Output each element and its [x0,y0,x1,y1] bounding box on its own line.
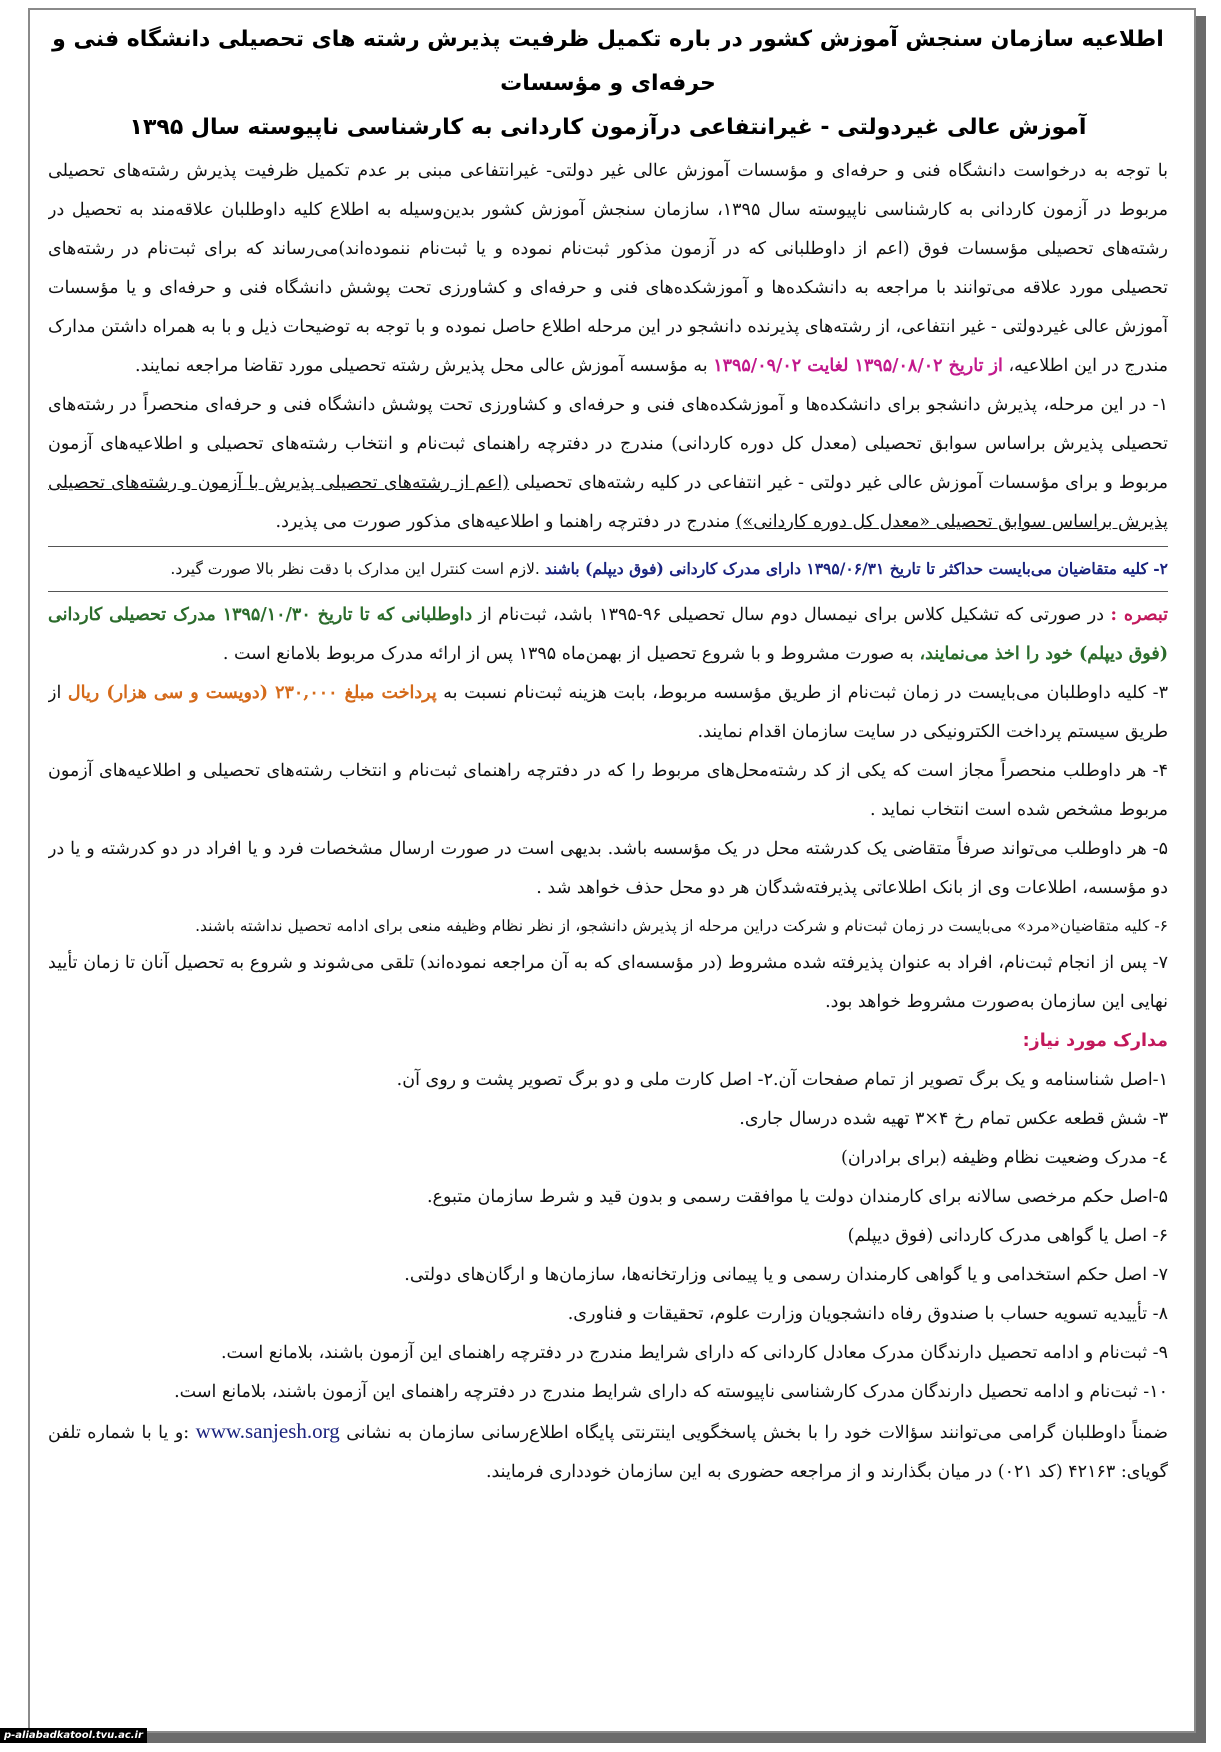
title-line-1: اطلاعیه سازمان سنجش آموزش کشور در باره تکمیل ظرفیت پذیرش رشته های تحصیلی دانشگاه فنی و حرفه‌ای و مؤسسات [52,27,1164,96]
frame-shadow-bottom [36,1733,1206,1743]
document-item-4: ۵-اصل حکم مرخصی سالانه برای کارمندان دولت یا موافقت رسمی و بدون قید و شرط سازمان متبوع. [426,1187,1168,1207]
site-watermark: p-aliabadkatool.tvu.ac.ir [0,1728,147,1743]
item-1-underlined: (اعم از رشته‌های تحصیلی پذیرش با آزمون و رشته‌های تحصیلی پذیرش براساس سوابق تحصیلی «معدل کل دوره کاردانی») [48,473,1168,532]
document-item-8: ۹- ثبت‌نام و ادامه تحصیل دارندگان مدرک معادل کاردانی که دارای شرایط مندرج در دفترچه راهنمای این آزمون باشند، بلامانع است. [220,1343,1168,1363]
announcement-title [48,18,1168,150]
document-item-5: ۶- اصل یا گواهی مدرک کاردانی (فوق دیپلم) [847,1226,1168,1246]
item-5: ۵- هر داوطلب می‌تواند صرفاً متقاضی یک کدرشته محل در یک مؤسسه باشد. بدیهی است در صورت ارسال مشخصات فرد و یا افراد در دو کدرشته و یا در دو مؤسسه، اطلاعات وی از بانک اطلاعاتی پذیرفته‌شدگان هر دو محل حذف خواهد شد . [48,839,1168,898]
item-3 [48,674,1168,752]
document-item-3: ٤- مدرک وضعیت نظام وظیفه (برای برادران) [841,1148,1168,1168]
document-item-2: ۳- شش قطعه عکس تمام رخ ۴×۳ تهیه شده درسال جاری. [739,1109,1168,1129]
document-item-6: ۷- اصل حکم استخدامی و یا گواهی کارمندان رسمی و یا پیمانی وزارتخانه‌ها، سازمان‌ها و ارگان‌های دولتی. [404,1265,1168,1285]
divider-bottom [48,591,1168,592]
note-label: تبصره : [1110,605,1168,625]
note-text-b: به صورت مشروط و با شروع تحصیل از بهمن‌ماه ۱۳۹۵ پس از ارائه مدرک مربوط بلامانع است . [222,644,914,664]
item-4: ۴- هر داوطلب منحصراً مجاز است که یکی از کد رشته‌محل‌های مربوط را که در دفترچه راهنمای ثبت‌نام و انتخاب رشته‌های تحصیلی و اطلاعیه‌های آزمون مربوط مشخص شده است انتخاب نماید . [48,761,1168,820]
intro-text-a: با توجه به درخواست دانشگاه فنی و حرفه‌ای و مؤسسات آموزش عالی غیر دولتی- غیرانتفاعی مبنی بر عدم تکمیل ظرفیت پذیرش رشته‌های تحصیلی مربوط در آزمون کاردانی به کارشناسی ناپیوسته سال ۱۳۹۵، سازمان سنجش آموزش کشور بدین‌وسیله به اطلاع کلیه داوطلبان علاقه‌مند به تحصیل در رشته‌های تحصیلی مؤسسات فوق (اعم از داوطلبانی که در آزمون مذکور ثبت‌نام نموده و یا ثبت‌نام ننموده‌اند)می‌رساند که برای ثبت‌نام در رشته‌های تحصیلی مورد علاقه می‌توانند با مراجعه به دانشکده‌ها و آموزشکده‌های فنی و حرفه‌ای و کشاورزی تحت پوشش دانشگاه فنی و حرفه‌ای و یا مؤسسات آموزش عالی غیردولتی - غیر انتفاعی، از رشته‌های پذیرنده دانشجو در این مرحله اطلاع حاصل نموده و با توجه به توضیحات ذیل و با به همراه داشتن مدارک مندرج در این اطلاعیه، [48,161,1168,376]
note-highlight: داوطلبانی که تا تاریخ ۱۳۹۵/۱۰/۳۰ مدرک تحصیلی کاردانی (فوق دیپلم) خود را اخذ می‌نمایند، [48,605,1168,664]
item-3-text-b: از طریق سیستم پرداخت الکترونیکی در سایت سازمان اقدام نمایند. [48,683,1168,742]
announcement-body [48,18,1168,1718]
intro-paragraph [48,152,1168,386]
item-2-bold: ۲- کلیه متقاضیان می‌بایست حداکثر تا تاریخ ۱۳۹۵/۰۶/۳۱ دارای مدرک کاردانی (فوق دیپلم) باشند [544,559,1168,578]
item-2 [48,551,1168,587]
documents-heading: مدارک مورد نیاز: [1022,1031,1168,1051]
item-1-text-b: مندرج در دفترچه راهنما و اطلاعیه‌های مذکور صورت می پذیرد. [275,512,731,532]
item-3-payment: پرداخت مبلغ ۲۳۰,۰۰۰ (دویست و سی هزار) ریال [67,683,437,703]
item-1 [48,386,1168,542]
intro-text-b: به مؤسسه آموزش عالی محل پذیرش رشته تحصیلی مورد تقاضا مراجعه نمایند. [135,356,708,376]
document-item-1: ۱-اصل شناسنامه و یک برگ تصویر از تمام صفحات آن.۲- اصل کارت ملی و دو برگ تصویر پشت و روی آن. [396,1070,1168,1090]
item-6: ۶- کلیه متقاضیان«مرد» می‌بایست در زمان ثبت‌نام و شرکت دراین مرحله از پذیرش دانشجو، از نظر نظام وظیفه منعی برای ادامه تحصیل نداشته باشند. [195,917,1168,935]
note-text-a: در صورتی که تشکیل کلاس برای نیمسال دوم سال تحصیلی ۹۶-۱۳۹۵ باشد، ثبت‌نام از [478,605,1105,625]
document-item-9: ۱۰- ثبت‌نام و ادامه تحصیل دارندگان مدرک کارشناسی ناپیوسته که دارای شرایط مندرج در دفترچه راهنمای این آزمون باشند، بلامانع است. [174,1382,1168,1402]
footer-paragraph [48,1412,1168,1492]
footer-text-b: :و یا با شماره تلفن گویای: ۴۲۱۶۳ (کد ۰۲۱) در میان بگذارند و از مراجعه حضوری به این سازمان خودداری فرمایند. [48,1423,1168,1482]
item-7: ۷- پس از انجام ثبت‌نام، افراد به عنوان پذیرفته شده مشروط (در مؤسسه‌ای که به آن مراجعه نموده‌اند) تلقی می‌شوند و شروع به تحصیل آنان تا زمان تأیید نهایی این سازمان به‌صورت مشروط خواهد بود. [48,953,1168,1012]
item-1-text-a: ۱- در این مرحله، پذیرش دانشجو برای دانشکده‌ها و آموزشکده‌های فنی و حرفه‌ای و کشاورزی تحت پوشش دانشگاه فنی و حرفه‌ای منحصراً در رشته‌های تحصیلی پذیرش براساس سوابق تحصیلی (معدل کل دوره کاردانی) مندرج در دفترچه راهنمای ثبت‌نام و انتخاب رشته‌های تحصیلی و اطلاعیه‌های آزمون مربوط و برای مؤسسات آموزش عالی غیر دولتی - غیر انتفاعی در کلیه رشته‌های تحصیلی [48,395,1168,493]
document-item-7: ۸- تأییدیه تسویه حساب با صندوق رفاه دانشجویان وزارت علوم، تحقیقات و فناوری. [567,1304,1168,1324]
website-link[interactable]: www.sanjesh.org [195,1419,340,1443]
intro-date-range: از تاریخ ۱۳۹۵/۰۸/۰۲ لغایت ۱۳۹۵/۰۹/۰۲ [713,356,1003,376]
item-2-rest: .لازم است کنترل این مدارک با دقت نظر بالا صورت گیرد. [170,560,540,578]
title-line-2: آموزش عالی غیردولتی - غیرانتفاعی درآزمون کاردانی به کارشناسی ناپیوسته سال ۱۳۹۵ [129,115,1087,140]
note-paragraph [48,596,1168,674]
divider-top [48,546,1168,547]
frame-shadow-right [1196,16,1206,1733]
item-3-text-a: ۳- کلیه داوطلبان می‌بایست در زمان ثبت‌نام از طریق مؤسسه مربوط، بابت هزینه ثبت‌نام نسبت به [443,683,1168,703]
footer-text-a: ضمناً داوطلبان گرامی می‌توانند سؤالات خود را با بخش پاسخگویی اینترنتی پایگاه اطلاع‌رسانی سازمان به نشانی [346,1423,1168,1443]
